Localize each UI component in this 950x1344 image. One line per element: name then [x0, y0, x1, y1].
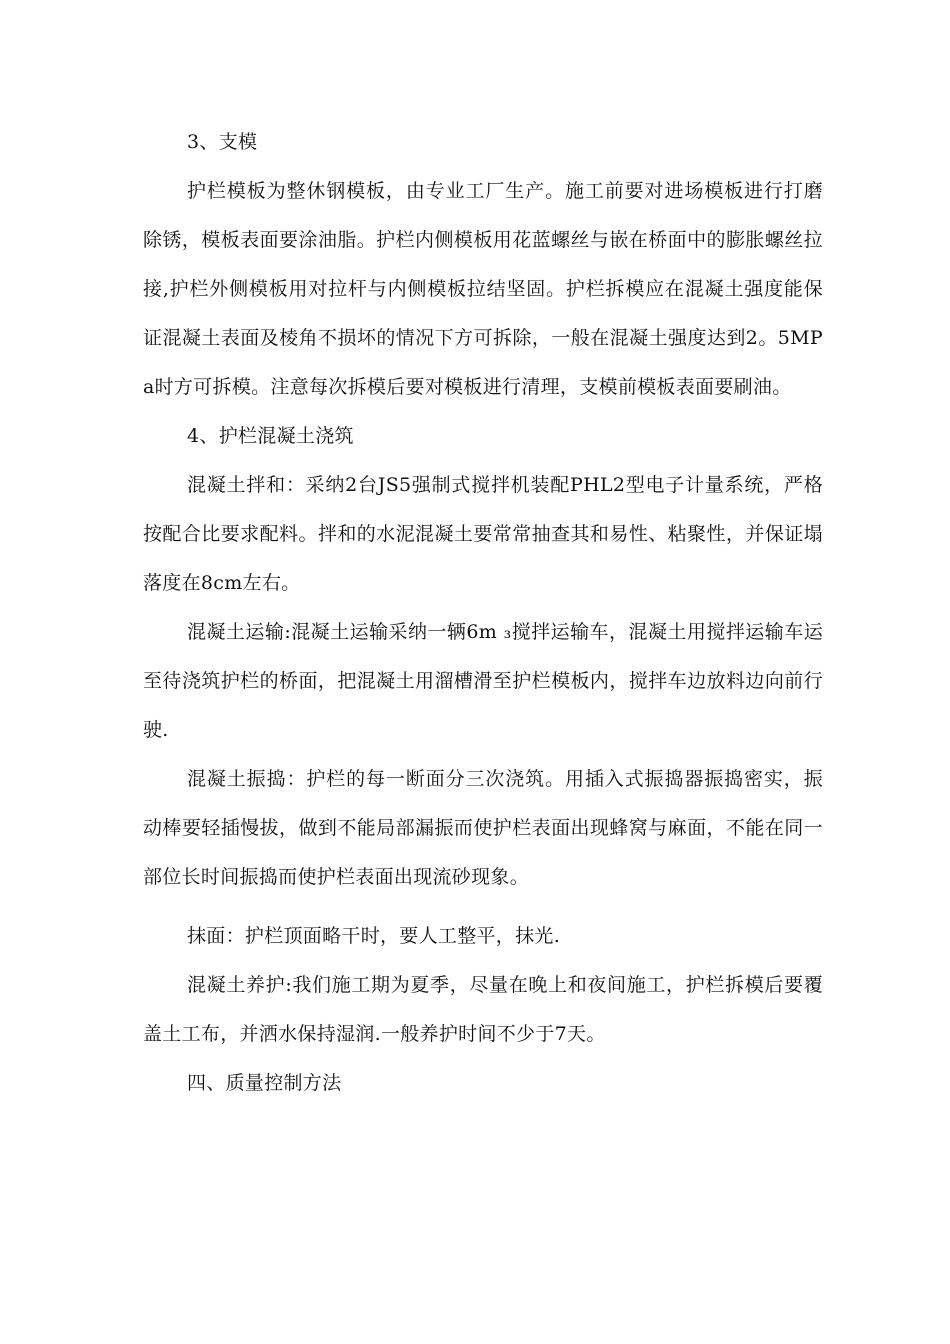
paragraph-concrete-transport: 混凝土运输:混凝土运输采纳一辆6m ₃搅拌运输车，混凝土用搅拌运输车运至待浇筑护栏的桥面，把混凝土用溜槽滑至护栏模板内，搅拌车边放料边向前行驶. [143, 621, 823, 741]
paragraph-surface-finishing: 抹面：护栏顶面略干时，要人工整平，抹光. [187, 925, 561, 947]
paragraph-formwork: 护栏模板为整休钢模板，由专业工厂生产。施工前要对进场模板进行打磨除锈，模板表面要涂油脂。护栏内侧模板用花蓝螺丝与嵌在桥面中的膨胀螺丝拉接,护栏外侧模板用对拉杆与内侧模板拉结坚固。护栏拆模应在混凝土强度能保证混凝土表面及棱角不损坏的情况下方可拆除，一般在混凝土强度达到2。5MPa时方可拆模。注意每次拆模后要对模板进行清理，支模前模板表面要刷油。 [143, 180, 823, 398]
document-body [143, 118, 823, 1108]
paragraph-concrete-vibration: 混凝土振捣：护栏的每一断面分三次浇筑。用插入式振捣器振捣密实，振动棒要轻插慢拔，做到不能局部漏振而使护栏表面出现蜂窝与麻面，不能在同一部位长时间振捣而使护栏表面出现流砂现象。 [143, 768, 823, 888]
section-heading-concrete-pouring: 4、护栏混凝土浇筑 [187, 425, 354, 447]
paragraph-concrete-mixing: 混凝土拌和：采纳2台JS5强制式搅拌机装配PHL2型电子计量系统，严格按配合比要求配料。拌和的水泥混凝土要常常抽查其和易性、粘聚性，并保证塌落度在8cm左右。 [143, 474, 823, 594]
section-heading-quality-control: 四、质量控制方法 [187, 1072, 342, 1094]
paragraph-spacer [143, 902, 823, 912]
section-heading-formwork: 3、支模 [187, 131, 258, 153]
paragraph-concrete-curing: 混凝土养护:我们施工期为夏季，尽量在晚上和夜间施工，护栏拆模后要覆盖土工布，并洒水保持湿润.一般养护时间不少于7天。 [143, 974, 823, 1045]
